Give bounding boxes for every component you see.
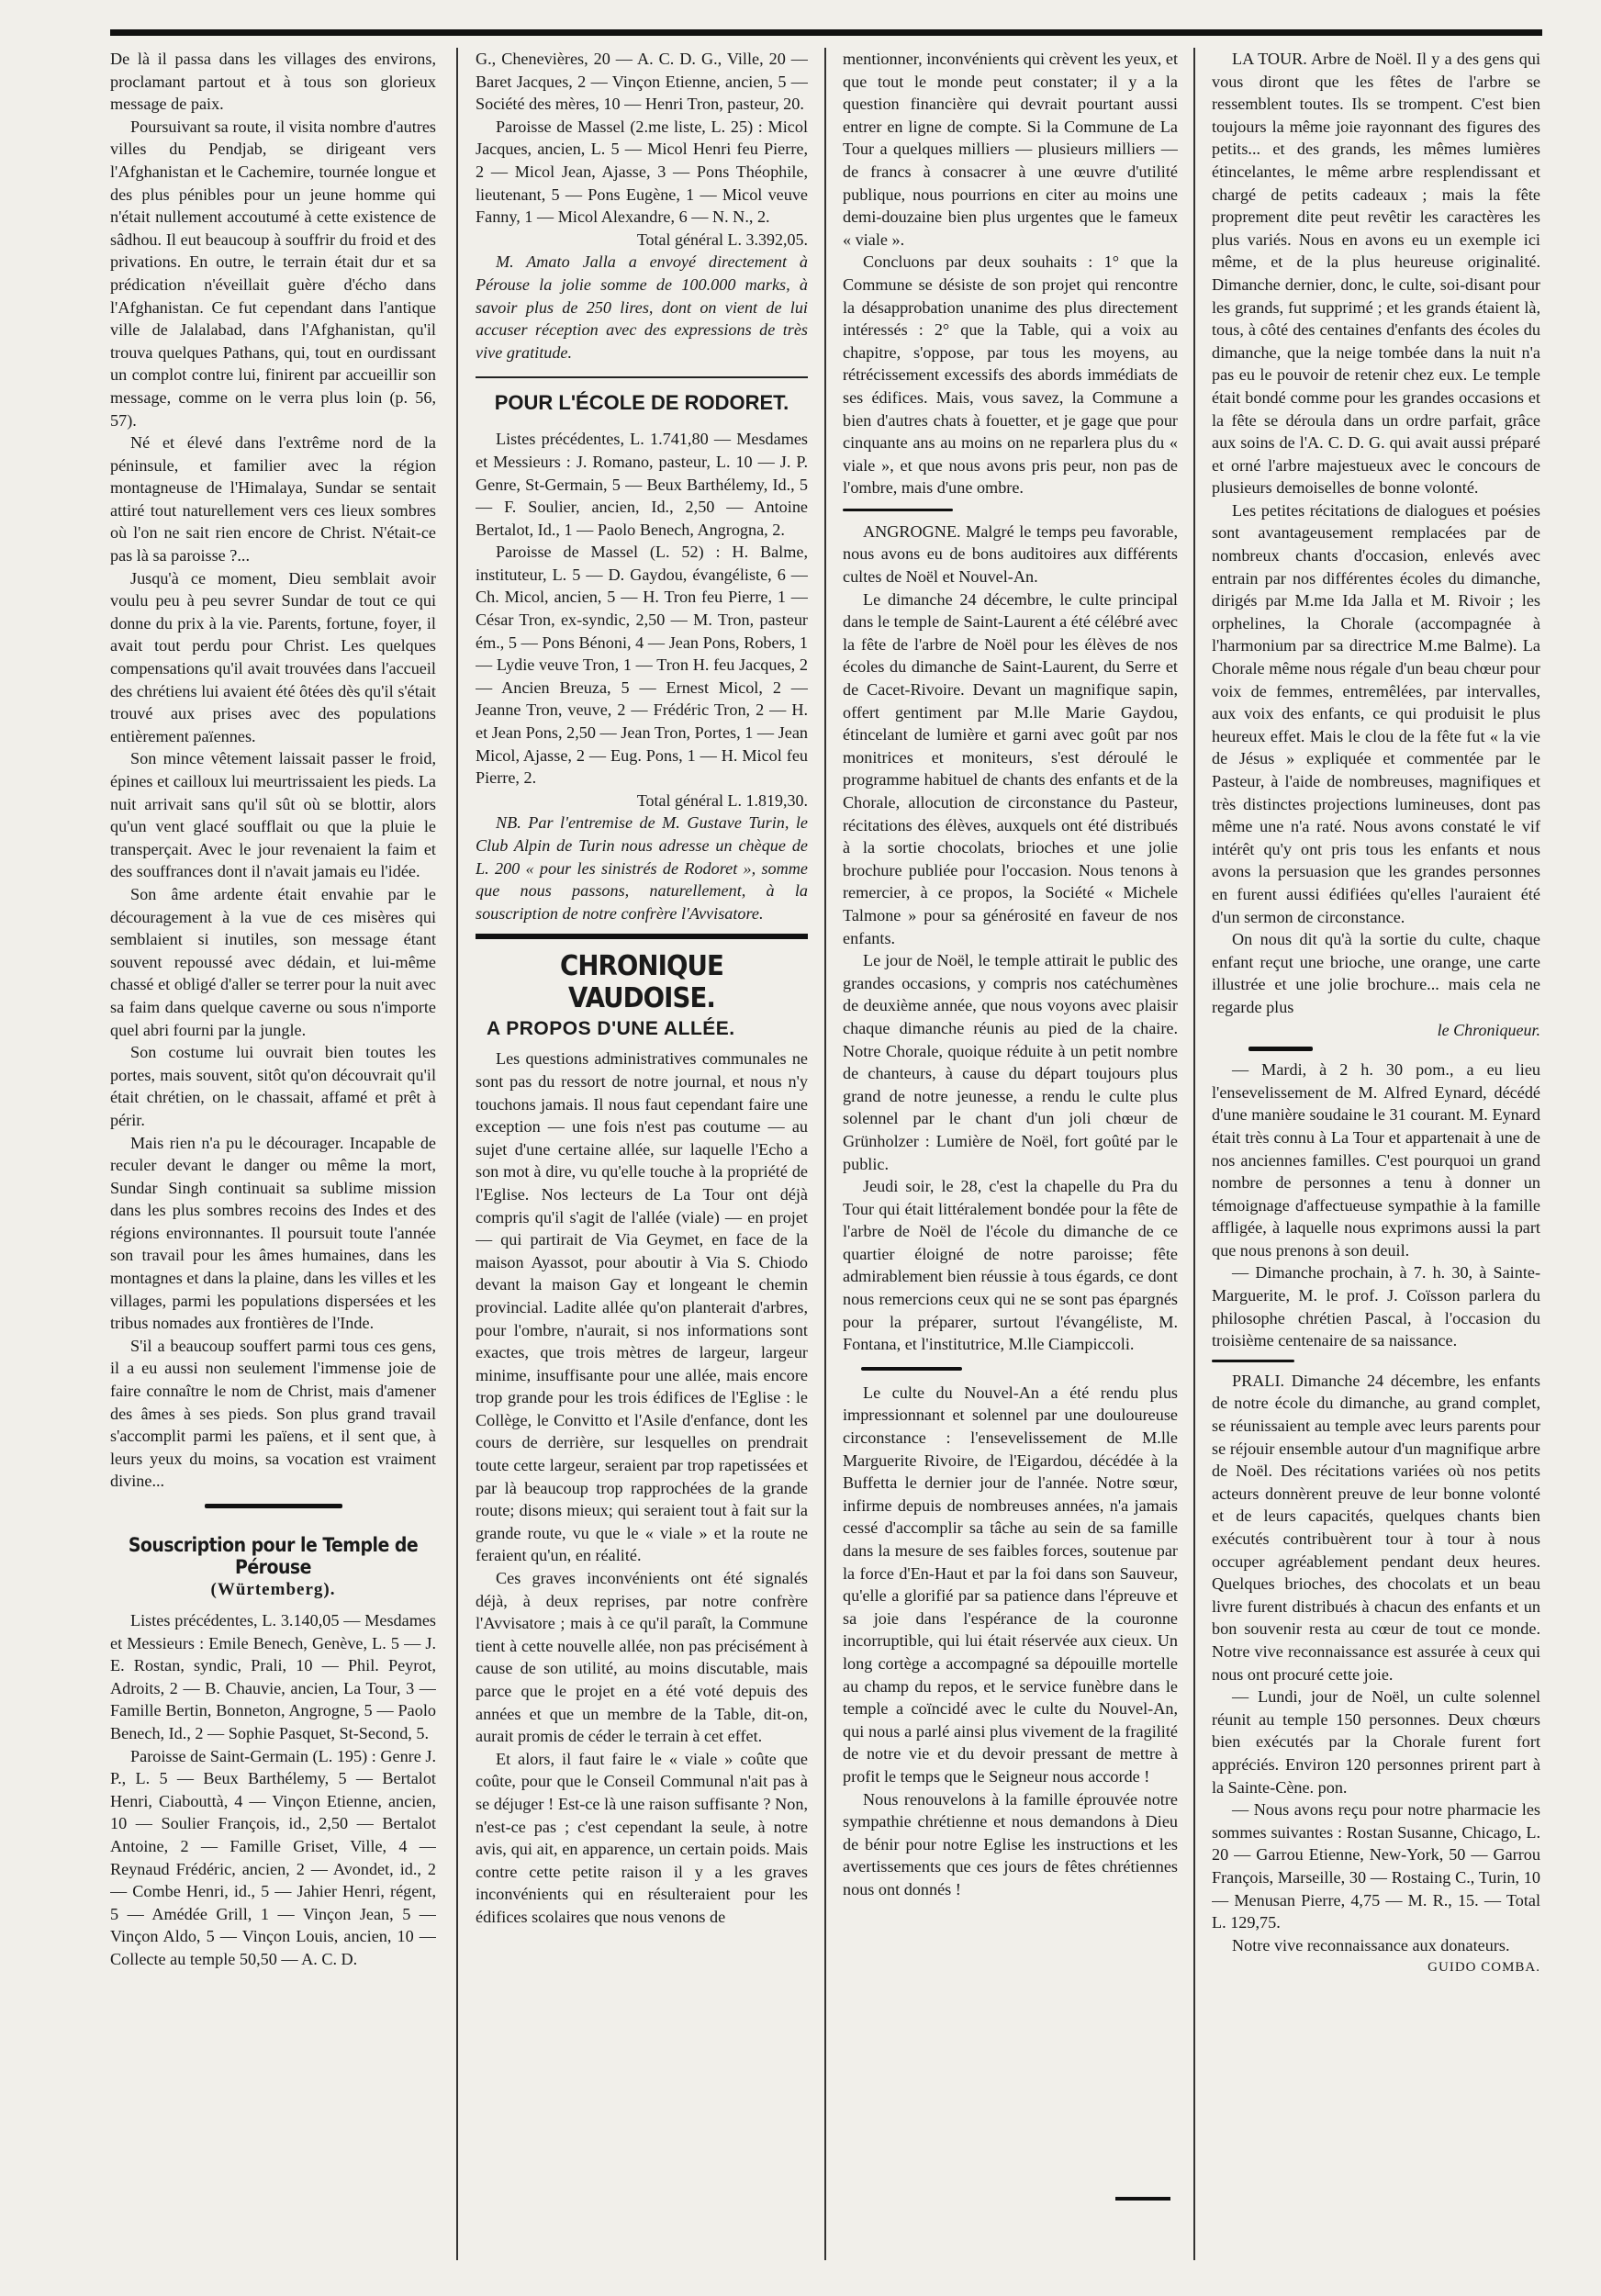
paragraph: Le dimanche 24 décembre, le culte principal dans le temple de Saint-Laurent a été célébré avec la fête de l'arbre de Noël pour les élèves de nos écoles du dimanche de Saint-Laurent, du Serre et de Cacet-Rivoire. Devant un magnifique sapin, offert gentiment par M.lle Marie Gaydou, étincelant de lumière et garni avec goût par nos monitrices et moniteurs, s'est déroulé le programme habituel de chants des enfants et de la Chorale, allocution de circonstance du Pasteur, récitations des élèves, auxquels ont été distribués à la sortie chocolats, brioches et une jolie brochure publiée pour l'occasion. Nous tenons à remercier, à ce propos, la Société « Michele Talmone » pour sa générosité en faveur de nos enfants. (843, 589, 1178, 947)
donor-list: Paroisse de Saint-Germain (L. 195) : Genre J. P., L. 5 — Beux Barthélemy, 5 — Bertalot Henri, Ciabouttà, 4 — Vinçon Etienne, ancien, 10 — Soulier François, id., 2,50 — Bertalot Antoine, 2 — Famille Griset, Ville, 4 — Reynaud Frédéric, ancien, 2 — Avondet, id., 2 — Combe Henri, id., 5 — Jahier Henri, régent, 5 — Amédée Grill, 1 — Vinçon Jean, 5 — Vinçon Aldo, 5 — Vinçon Louis, ancien, 10 — Collecte au temple 50,50 — A. C. D. (110, 1746, 436, 1968)
paragraph: Les questions administratives communales ne sont pas du ressort de notre journal, et nous n'y touchons jamais. Il nous faut cependant faire une exception — une fois n'est pas coutume — au sujet d'une certaine allée, sur laquelle l'Echo a son mot à dire, vu qu'elle touche à la propriété de l'Eglise. Nos lecteurs de La Tour ont déjà compris qu'il s'agit de l'allée (viale) — en projet — qui partirait de Via Geymet, en face de la maison Ayassot, pour aboutir à Via S. Chiodo devant la maison Gay et longeant le chemin provincial. Ladite allée qu'on planterait d'arbres, pour l'ombre, n'aurait, si nos informations sont exactes, que trois mètres de largeur, largeur minime, insuffisante pour une allée, mais encore trop grande pour les trois édifices de l'Eglise : le Collège, le Convitto et l'Asile d'enfance, dont les cours de derrière, sur lesquelles on prendrait toute cette largeur, seraient par trop rapetissées et par là beaucoup trop rapprochées de la grande route; disons mieux; qui seraient tout à fait sur la grande route, vu que le « viale » et la route ne feraient qu'un, en réalité. (476, 1049, 808, 1565)
paragraph: Nous renouvelons à la famille éprouvée notre sympathie chrétienne et nous demandons à Dieu de bénir pour notre Eglise les instructions et les avertissements que ces jours de fêtes chrétiennes nous ont donnés ! (843, 1789, 1178, 1898)
column-rule (456, 48, 458, 2260)
paragraph: Son mince vêtement laissait passer le froid, épines et cailloux lui meurtrissaient les pieds. La nuit arrivait sans qu'il sût où se blottir, alors qu'un vent glacé soufflait ou que la pluie le transperçait. Avec le jour revenaient la faim et des souffrances dont il n'avait jamais eu l'idée. (110, 749, 436, 881)
paragraph: mentionner, inconvénients qui crèvent les yeux, et que tout le monde peut constater; il y a la question financière qui devrait pourtant aussi entrer en ligne de compte. Si la Commune de La Tour a quelques milliers — plusieurs milliers — de francs à consacrer à une œuvre d'utilité publique, nous pourrions en citer au moins une demi-douzaine bien plus urgentes que le fameux « viale ». (843, 50, 1178, 249)
paragraph: Poursuivant sa route, il visita nombre d'autres villes du Pendjab, se dirigeant vers l'Afghanistan et le Cachemire, tournée longue et des plus pénibles pour un jeune homme qui n'était nullement accoutumé à cette existence de sâdhou. Il eut beaucoup à souffrir du froid et des privations. En outre, le terrain était dur et sa prédication n'éveillait guère d'écho dans l'Afghanistan. Ce fut cependant dans l'antique ville de Jalalabad, dans l'Afghanistan, qu'il trouva quelques Pathans, qui, tout en ourdissant un complot contre lui, finirent par accueillir son message, comme on le verra plus loin (p. 56, 57). (110, 117, 436, 430)
donor-list: Listes précédentes, L. 1.741,80 — Mesdames et Messieurs : J. Romano, pasteur, L. 10 — J. P. Genre, St-Germain, 5 — Beux Barthélemy, Id., 5 — F. Soulier, ancien, Id., 2,50 — Antoine Bertalot, Id., 1 — Paolo Benech, Angrogna, 2. (476, 430, 808, 539)
section-divider (843, 509, 953, 511)
paragraph: De là il passa dans les villages des environs, proclamant partout et à tous son glorieux message de paix. (110, 50, 436, 114)
column-2 (476, 48, 808, 2251)
donor-list: G., Chenevières, 20 — A. C. D. G., Ville, 20 — Baret Jacques, 2 — Vinçon Etienne, ancien, 5 — Société des mères, 10 — Henri Tron, pasteur, 20. (476, 50, 808, 114)
paragraph: — Lundi, jour de Noël, un culte solennel réunit au temple 150 personnes. Deux chœurs bien exécutés par la Chorale furent fort appréciés. Environ 120 personnes prirent part à la Sainte-Cène. pon. (1212, 1687, 1540, 1797)
column-1 (110, 48, 436, 2251)
paragraph: Le culte du Nouvel-An a été rendu plus impressionnant et solennel par une douloureuse circonstance : l'ensevelissement de M.lle Marguerite Rivoire, de l'Eigardou, décédée à la Buffetta le dernier jour de l'année. Notre sœur, infirme depuis de nombreuses années, n'a jamais cessé d'accomplir sa tâche au sein de sa famille dans la mesure de ses faibles forces, soutenue par la force d'En-Haut et par la foi dans son Sauveur, qu'elle a glorifié par sa patience dans l'épreuve et sa joie dans l'espérance de la couronne incorruptible, qui lui était réservée aux cieux. Un long cortège a accompagné sa dépouille mortelle au champ du repos, et le service funèbre dans le temple a coïncidé avec le culte du Nouvel-An, qui nous a parlé ainsi plus vivement de la fragilité de notre vie et du devoir pressant de mettre à profit le temps que le Seigneur nous accorde ! (843, 1383, 1178, 1786)
section-divider (476, 376, 808, 378)
paragraph: NB. Par l'entremise de M. Gustave Turin, le Club Alpin de Turin nous adresse un chèque de L. 200 « pour les sinistrés de Rodoret », somme que nous passons, naturellement, à la souscription de notre confrère l'Avvisatore. (476, 813, 808, 923)
section-divider (205, 1504, 342, 1508)
section-divider (1248, 1047, 1313, 1051)
donor-list: Listes précédentes, L. 3.140,05 — Mesdames et Messieurs : Emile Benech, Genève, L. 5 — J. E. Rostan, syndic, Prali, 10 — Phil. Peyrot, Adroits, 2 — B. Chauvie, ancien, La Tour, 3 — Famille Bertin, Bonneton, Angrogne, 5 — Paolo Benech, Id., 2 — Sophie Pasquet, St-Second, 5. (110, 1611, 436, 1742)
article-heading: A PROPOS D'UNE ALLÉE. (487, 1018, 735, 1040)
paragraph: Son costume lui ouvrait bien toutes les portes, mais souvent, sitôt qu'on découvrait qu'il était chrétien, on le chassait, affamé et prêt à périr. (110, 1043, 436, 1129)
paragraph: Ces graves inconvénients ont été signalés déjà, à deux reprises, par notre confrère l'Avvisatore ; mais à ce qu'il paraît, la Commune tient à cette nouvelle allée, non pas précisément à cause de son utilité, au moins discutable, mais parce que le projet en a été voté depuis des années et que un membre de la Table, dit-on, aurait promis de céder le terrain à cet effet. (476, 1569, 808, 1746)
column-4 (1212, 48, 1540, 2251)
section-divider (476, 934, 808, 939)
souscription-heading: Souscription pour le Temple de Pérouse (128, 1534, 419, 1578)
paragraph: ANGROGNE. Malgré le temps peu favorable, nous avons eu de bons auditoires aux différents cultes de Noël et Nouvel-An. (843, 521, 1178, 587)
paragraph: Né et élevé dans l'extrême nord de la péninsule, et familier avec la région montagneuse de l'Himalaya, Sundar se sentait attiré tout naturellement vers ces lieux sombres où l'on ne sait rien encore de Christ. N'était-ce pas là sa paroisse ?... (110, 433, 436, 566)
paragraph: Et alors, il faut faire le « viale » coûte que coûte, pour que le Conseil Communal n'ait pas à se déjuger ! Est-ce là une raison suffisante ? Non, n'est-ce pas ; c'est cependant la seule, à notre avis, qui ait, en apparence, un certain poids. Mais contre cette petite raison il y a les graves inconvénients qui en résulteraient pour les édifices scolaires que nous venons de (476, 1749, 808, 1926)
paragraph: Concluons par deux souhaits : 1° que la Commune se désiste de son projet qui rencontre la désapprobation unanime des plus directement intéressés : 2° que la Table, qui a voix au chapitre, s'oppose, par tous les moyens, au rétrécissement excessifs des abords immédiats de ses édifices. Mais, vous savez, la Commune a bien d'autres chats à fouetter, et je gage que pour cinquante ans au moins on ne reparlera plus du « viale », et que nous avons pris peur, non pas de l'ombre, mais d'une ombre. (843, 252, 1178, 498)
paragraph: On nous dit qu'à la sortie du culte, chaque enfant reçut une brioche, une orange, une carte illustrée et une jolie brochure... mais cela ne regarde plus (1212, 930, 1540, 1016)
donor-list: Paroisse de Massel (2.me liste, L. 25) : Micol Jacques, ancien, L. 5 — Micol Henri feu Pierre, 2 — Micol Jean, Ajasse, 3 — Pons Théophile, lieutenant, 5 — Pons Eugène, 1 — Micol veuve Fanny, 1 — Micol Alexandre, 6 — N. N., 2. (476, 117, 808, 227)
section-divider (1115, 2197, 1170, 2201)
paragraph: — Mardi, à 2 h. 30 pom., a eu lieu l'ensevelissement de M. Alfred Eynard, décédé d'une manière soudaine le 31 courant. M. Eynard était très connu à La Tour et appartenait à une de nos anciennes familles. C'est pourquoi un grand nombre de personnes a tenu à donner un témoignage d'affectueuse sympathie à la famille affligée, à laquelle nous exprimons aussi la part que nous prenons à son deuil. (1212, 1060, 1540, 1260)
paragraph: PRALI. Dimanche 24 décembre, les enfants de notre école du dimanche, au grand complet, se réunissaient au temple avec leurs parents pour se réjouir ensemble autour d'un magnifique arbre de Noël. Des récitations variées où nos petits acteurs donnèrent preuve de leur bonne volonté et de leurs capacités, quelques chants bien exécutés contribuèrent tour à tour à nous occuper agréablement pendant deux heures. Quelques brioches, des chocolats et un beau livre furent distribués à chacun des enfants et un bon souvenir resta au cœur de tout ce monde. Notre vive reconnaissance est assurée à ceux qui nous ont procuré cette joie. (1212, 1371, 1540, 1684)
signature: le Chroniqueur. (1437, 1020, 1540, 1039)
paragraph: Mais rien n'a pu le décourager. Incapable de reculer devant le danger ou même la mort, Sundar Singh continuait sa sublime mission dans les plus sombres recoins des Indes et des régions environnantes. Il poursuit toute l'année son travail pour les âmes humaines, dans les montagnes et dans la plaine, dans les villes et les villages, parmi les populations dispersées et les tribus nomades aux frontières de l'Inde. (110, 1133, 436, 1333)
chronique-heading: CHRONIQUE VAUDOISE. (560, 950, 723, 1015)
paragraph: Jeudi soir, le 28, c'est la chapelle du Pra du Tour qui était littéralement bondée pour la fête de l'arbre de Noël de l'école du dimanche de ce quartier éloigné de notre paroisse; fête admirablement bien réussie à tous égards, ce dont nous remercions ceux qui ne se sont pas épargnés pour la préparer, surtout l'évangéliste, M. Fontana, et l'institutrice, M.lle Ciampiccoli. (843, 1177, 1178, 1354)
section-divider (1212, 1360, 1294, 1362)
paragraph: Les petites récitations de dialogues et poésies sont avantageusement remplacées par de nombreux chants d'occasion, enlevés avec entrain par nos différentes écoles du dimanche, dirigés par M.me Ida Jalla et M. Rivoir ; les orphelines, la Chorale (accompagnée à l'harmonium par sa directrice M.me Balme). La Chorale même nous régale d'un beau chœur pour voix de femmes, entremêlées, par intervalles, aux voix des enfants, ce qui produisit le plus heureux effet. Mais le clou de la fête fut « la vie de Jésus » expliquée et commentée par le Pasteur, à l'aide de nombreuses, magnifiques et très distinctes projections lumineuses, dont pas même une n'a raté. Nous avons constaté le vif intérêt qu'y ont pris tous les enfants et nous avons la persuasion que les grandes personnes en furent aussi édifiées qu'elles l'auraient été d'un sermon de circonstance. (1212, 500, 1540, 926)
total-line: Total général L. 3.392,05. (636, 230, 808, 249)
ecole-heading: POUR L'ÉCOLE DE RODORET. (494, 391, 789, 415)
paragraph: — Dimanche prochain, à 7. h. 30, à Sainte-Marguerite, M. le prof. J. Coïsson parlera du philosophe chrétien Pascal, à l'occasion du troisième centenaire de sa naissance. (1212, 1263, 1540, 1350)
total-line: Total général L. 1.819,30. (636, 790, 808, 810)
paragraph: M. Amato Jalla a envoyé directement à Pérouse la jolie somme de 100.000 marks, à savoir plus de 250 lires, dont on vient de lui accuser réception avec des expressions de très vive gratitude. (476, 252, 808, 362)
paragraph: — Nous avons reçu pour notre pharmacie les sommes suivantes : Rostan Susanne, Chicago, L. 20 — Garrou Etienne, New-York, 50 — Garrou François, Marseille, 30 — Rostaing C., Turin, 10 — Menusan Pierre, 4,75 — M. R., 15. — Total L. 129,75. (1212, 1800, 1540, 1932)
section-divider (861, 1367, 962, 1371)
column-rule (824, 48, 826, 2260)
donor-list: Paroisse de Massel (L. 52) : H. Balme, instituteur, L. 5 — D. Gaydou, évangéliste, 6 — Ch. Micol, ancien, 5 — H. Tron feu Pierre, 1 — César Tron, ex-syndic, 2,50 — M. Tron, pasteur ém., 5 — Pons Bénoni, 4 — Jean Pons, Robers, 1 — Lydie veuve Tron, 1 — Tron H. feu Jacques, 2 — Ancien Breuza, 5 — Ernest Micol, 2 — Jeanne Tron, veuve, 2 — Frédéric Tron, 2 — H. et Jean Pons, 2,50 — Jean Tron, Portes, 1 — Jean Micol, Ajasse, 2 — Eug. Pons, 1 — H. Micol feu Pierre, 2. (476, 543, 808, 788)
signature: GUIDO COMBA. (1427, 1960, 1540, 1976)
top-rule (110, 29, 1542, 36)
paragraph: S'il a beaucoup souffert parmi tous ces gens, il a eu aussi non seulement l'immense joie de faire connaître le nom de Christ, mais d'amener des âmes à ses pieds. Son plus grand travail s'accomplit parmi les païens, et il sent que, à leurs yeux du moins, sa vocation est vraiment divine... (110, 1336, 436, 1491)
paragraph: Le jour de Noël, le temple attirait le public des grandes occasions, y compris nos catéchumènes de deuxième année, que nous voyons avec plaisir chaque dimanche réunis au pied de la chaire. Notre Chorale, quoique réduite à un petit nombre de chanteurs, à cause du départ toujours plus grand de notre jeunesse, a rendu le culte plus solennel par le chant d'un joli chœur de Grünholzer : Lumière de Noël, fort goûté par le public. (843, 951, 1178, 1173)
paragraph: Jusqu'à ce moment, Dieu semblait avoir voulu peu à peu sevrer Sundar de tout ce qui donne du prix à la vie. Parents, fortune, foyer, il avait tout perdu pour Christ. Les quelques compensations qu'il avait trouvées dans l'accueil des chrétiens lui avaient été ôtées dès qu'il s'était trouvé aux prises avec des populations entièrement païennes. (110, 568, 436, 745)
paragraph: Son âme ardente était envahie par le découragement à la vue de ces misères qui semblaient si inutiles, son message étant souvent repoussé avec dédain, et lui-même chassé et obligé d'aller se terrer pour la nuit avec sa faim dans quelque caverne ou sous n'importe quel abri fourni par la jungle. (110, 884, 436, 1039)
souscription-subheading: (Würtemberg). (210, 1580, 336, 1599)
column-3 (843, 48, 1178, 2251)
column-rule (1193, 48, 1195, 2260)
paragraph: Notre vive reconnaissance aux donateurs. (1232, 1935, 1510, 1954)
paragraph: LA TOUR. Arbre de Noël. Il y a des gens qui vous diront que les fêtes de l'arbre se ressemblent toutes. Ils se trompent. C'est bien toujours la même joie rayonnant des figures des petits... et des grands, les mêmes lumières étincelantes, le même arbre resplendissant et chargé de petits cadeaux ; mais la fête proprement dite peut revêtir les caractères les plus variés. Nous en avons eu un exemple ici même, et de la plus heureuse originalité. Dimanche dernier, donc, le culte, soi-disant pour les grands, fut supprimé ; et les grands étaient là, tous, à côté des centaines d'enfants des écoles du dimanche, que la neige tombée dans la nuit n'a pas eu le pouvoir de retenir chez eux. Le temple était bondé comme pour les grandes occasions et la fête se déroula dans un ordre parfait, grâce aux soins de l'A. C. D. G. qui avait aussi préparé et orné l'arbre majestueux avec le concours de plusieurs demoiselles de bonne volonté. (1212, 50, 1540, 498)
